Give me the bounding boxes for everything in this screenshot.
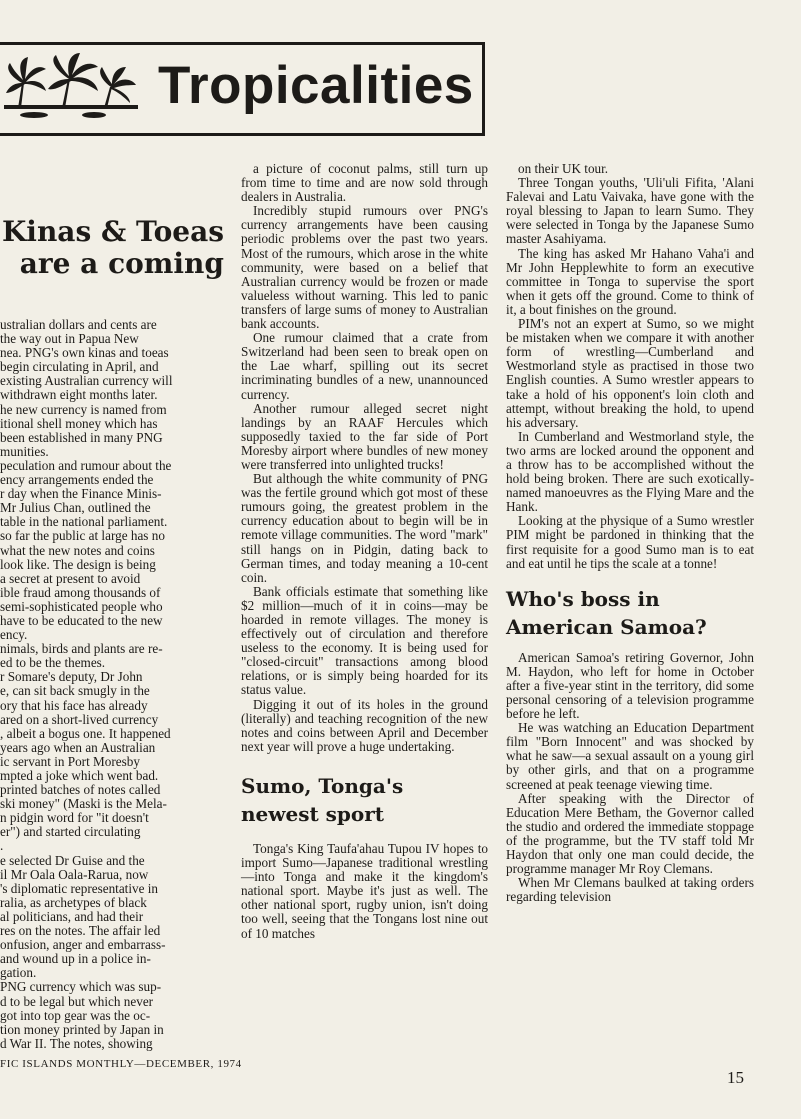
kinas-paragraph-line: withdrawn eight months later. (0, 387, 158, 403)
kinas-paragraph-line: semi-sophisticated people who (0, 598, 163, 614)
kinas-paragraph-line: e selected Dr Guise and the (0, 852, 145, 868)
article-column-2 (241, 162, 488, 941)
kinas-paragraph-line: the way out in Papua New (0, 331, 139, 347)
kinas-paragraph-line: er") and started circulating (0, 824, 141, 840)
kinas-paragraph-line: ory that his face has already (0, 697, 148, 713)
article-column-3 (506, 162, 754, 904)
kinas-paragraph: One rumour claimed that a crate from Switzerland had been seen to break open on the Lae wharf, spilling out its secret incriminating bundles of a new, unannounced currency. (241, 330, 488, 402)
sumo-paragraph: PIM's not an expert at Sumo, so we might be mistaken when we compare it with another form of wrestling—Cumberland and Westmorland style as practised in those two English counties. A Sumo wrestler appears to take a hold of his opponent's loin cloth and attempt, without breaking the hold, to upend his adversary. (506, 316, 754, 430)
kinas-paragraph: Bank officials estimate that something like $2 million—much of it in coins—may be hoarded in remote villages. The money is effectively out of circulation and therefore useless to the economy. It is being used for "closed-circuit" transactions among blood relations, or is simply being hoarded for its status value. (241, 583, 488, 698)
kinas-paragraph-line: ic servant in Port Moresby (0, 753, 140, 769)
kinas-paragraph-line: ski money" (Maski is the Mela- (0, 796, 167, 812)
kinas-paragraph-line: so far the public at large has no (0, 528, 165, 544)
kinas-paragraph-line: . (0, 838, 4, 854)
kinas-paragraph-line: nea. PNG's own kinas and toeas (0, 345, 169, 361)
kinas-continued (241, 162, 488, 754)
kinas-paragraph-line: r Somare's deputy, Dr John (0, 669, 143, 685)
page-number: 15 (727, 1068, 744, 1087)
kinas-paragraph-line: a secret at present to avoid (0, 570, 141, 586)
kinas-paragraph-line: d War II. The notes, showing (0, 1035, 153, 1051)
kinas-paragraph-line: ustralian dollars and cents are (0, 318, 157, 332)
kinas-paragraph: Incredibly stupid rumours over PNG's currency arrangements have been causing periodic problems over the past two years. Most of the rumours, which arose in the white community, were based on a belief that Australian currency would be frozen or made valueless without warning. This led to panic transfers of large sums of money to Australian bank accounts. (241, 203, 488, 332)
kinas-paragraph-line: ency. (0, 627, 28, 643)
kinas-paragraph-line: have to be educated to the new (0, 612, 163, 628)
kinas-paragraph-line: gation. (0, 965, 37, 981)
samoa-headline-line2: American Samoa? (506, 614, 707, 639)
kinas-paragraph-line: itional shell money which has (0, 415, 158, 431)
kinas-paragraph-line: ency arrangements ended the (0, 472, 154, 488)
kinas-article-column-1 (0, 318, 218, 1051)
kinas-paragraph-line: tion money printed by Japan in (0, 1021, 164, 1037)
kinas-paragraph-line: and wound up in a police in- (0, 951, 151, 967)
kinas-paragraph-line: d to be legal but which never (0, 993, 154, 1009)
kinas-paragraph-line: ralia, as archetypes of black (0, 894, 147, 910)
samoa-headline (506, 585, 754, 641)
kinas-paragraph-line: ared on a short-lived currency (0, 711, 159, 727)
kinas-paragraph-line: got into top gear was the oc- (0, 1007, 151, 1023)
sumo-paragraph: Three Tongan youths, 'Uli'uli Fifita, 'Alani Falevai and Latu Vaivaka, have gone with the royal blessing to Japan to learn Sumo. They were selected in Tonga by the Japanese Sumo master Asahiyama. (506, 175, 754, 247)
kinas-paragraph-line: al politicians, and had their (0, 908, 144, 924)
kinas-paragraph-line: look like. The design is being (0, 556, 156, 572)
kinas-headline-line1: Kinas & Toeas (1, 216, 224, 248)
kinas-paragraph-line: nimals, birds and plants are re- (0, 641, 163, 657)
samoa-paragraph: American Samoa's retiring Governor, John M. Haydon, who left for home in October after a five-year stint in the territory, did some personal censoring of a television programme before he left. (506, 649, 754, 722)
kinas-paragraph: But although the white community of PNG was the fertile ground which got most of these rumours going, the greatest problem in the currency education about to begin will be in remote village communities. The word "mark" still hangs on in Pidgin, dating back to German times, and today meaning a 10-cent coin. (241, 471, 488, 585)
sumo-paragraph: Looking at the physique of a Sumo wrestler PIM might be pardoned in thinking that the first requisite for a good Sumo man is to eat and eat until he tips the scale at a tonne! (506, 513, 754, 571)
sumo-paragraph: In Cumberland and Westmorland style, the two arms are locked around the opponent and a throw has to be accomplished without the hold being broken. There are such exotically-named manoeuvres as the Flying Mare and the Hank. (506, 428, 754, 515)
kinas-paragraph-line: 's diplomatic representative in (0, 880, 159, 896)
kinas-headline-line2: are a coming (19, 247, 224, 280)
kinas-paragraph-line: peculation and rumour about the (0, 457, 172, 473)
kinas-paragraph-line: il Mr Oala Oala-Rarua, now (0, 866, 149, 882)
kinas-paragraph-line: e, can sit back smugly in the (0, 683, 150, 699)
sumo-paragraph: on their UK tour. (518, 161, 609, 176)
kinas-paragraph-line: ible fraud among thousands of (0, 584, 161, 600)
kinas-paragraph-line: PNG currency which was sup- (0, 979, 162, 995)
kinas-paragraph-line: res on the notes. The affair led (0, 923, 161, 939)
sumo-paragraph: Tonga's King Taufa'ahau Tupou IV hopes to import Sumo—Japanese traditional wrestling—into Tonga and make it the kingdom's national sport. Maybe it's just as well. The other national sport, rugby union, isn't doing too well, seeing that the Tongans lost nine out of 10 matches (241, 840, 488, 941)
kinas-paragraph-line: mpted a joke which went bad. (0, 768, 159, 783)
kinas-paragraph-line: r day when the Finance Minis- (0, 486, 162, 502)
kinas-paragraph-line: n pidgin word for "it doesn't (0, 810, 149, 826)
samoa-paragraph: He was watching an Education Department film "Born Innocent" and was shocked by what he saw—a sexual assault on a young girl by other girls, and that on a programme screened at peak teenage viewing time. (506, 720, 754, 792)
samoa-article-body (506, 651, 754, 905)
sumo-headline-line2: newest sport (241, 801, 385, 826)
section-banner (0, 42, 485, 136)
palm-trees-icon (4, 53, 138, 123)
kinas-paragraph-line: Mr Julius Chan, outlined the (0, 500, 151, 516)
kinas-paragraph-line: he new currency is named from (0, 401, 167, 417)
samoa-paragraph: When Mr Clemans baulked at taking orders regarding television (506, 875, 754, 905)
kinas-paragraph-line: table in the national parliament. (0, 514, 168, 530)
section-title: Tropicalities (158, 56, 474, 115)
samoa-headline-line1: Who's boss in (506, 586, 660, 611)
kinas-paragraph-line: existing Australian currency will (0, 373, 173, 389)
kinas-headline (0, 216, 224, 280)
kinas-paragraph-line: onfusion, anger and embarrass- (0, 937, 166, 953)
sumo-paragraph: The king has asked Mr Hahano Vaha'i and Mr John Hepplewhite to form an executive committee in Tonga to supervise the sport when it gets off the ground. Come to think of it, a bout finishes on the ground. (506, 245, 754, 317)
sumo-headline-line1: Sumo, Tonga's (241, 773, 404, 798)
kinas-paragraph-line: ed to be the themes. (0, 655, 106, 671)
kinas-paragraph-line: munities. (0, 443, 49, 459)
kinas-paragraph: a picture of coconut palms, still turn up from time to time and are now sold through dealers in Australia. (241, 161, 488, 205)
sumo-continued (506, 162, 754, 571)
sumo-article-body (241, 842, 488, 941)
kinas-paragraph-line: been established in many PNG (0, 429, 163, 445)
page-footer: FIC ISLANDS MONTHLY—DECEMBER, 1974 (0, 1058, 242, 1070)
kinas-paragraph: Digging it out of its holes in the ground (literally) and teaching recognition of the new notes and coins between April and December next year will prove a huge undertaking. (241, 696, 488, 754)
samoa-paragraph: After speaking with the Director of Education Mere Betham, the Governor called the studio and ordered the immediate stoppage of the programme, but the TV staff told Mr Haydon that only one man could decide, the programme manager Mr Roy Clemans. (506, 790, 754, 877)
kinas-paragraph-line: begin circulating in April, and (0, 359, 159, 375)
sumo-headline (241, 772, 488, 828)
kinas-paragraph-line: years ago when an Australian (0, 739, 156, 755)
kinas-paragraph-line: printed batches of notes called (0, 782, 161, 798)
kinas-paragraph-line: what the new notes and coins (0, 542, 155, 558)
kinas-paragraph-line: , albeit a bogus one. It happened (0, 725, 171, 741)
kinas-paragraph: Another rumour alleged secret night landings by an RAAF Hercules which supposedly taxied to the far side of Port Moresby airport where bundles of new money were transferred into unlighted trucks! (241, 400, 488, 472)
